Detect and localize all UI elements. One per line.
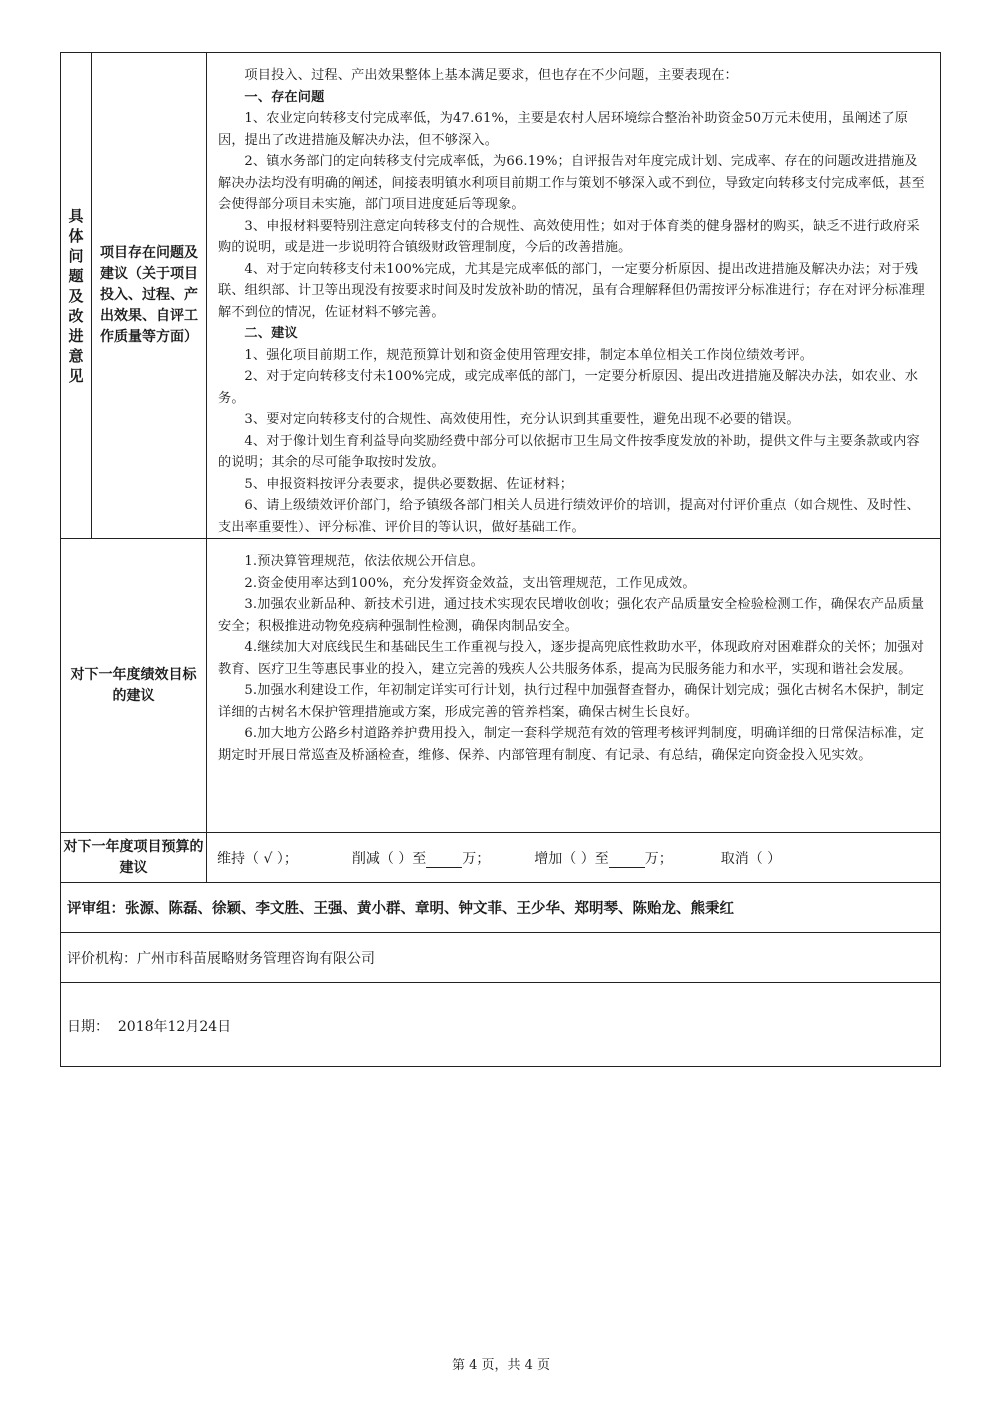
paragraph: 5、申报资料按评分表要求，提供必要数据、佐证材料； — [244, 476, 574, 492]
section1-title-cell — [61, 53, 92, 539]
section1-content-cell — [207, 53, 940, 539]
paragraph: 1、强化项目前期工作，规范预算计划和资金使用管理安排，制定本单位相关工作岗位绩效考评。 — [244, 347, 814, 363]
section2-label-cell — [61, 539, 207, 833]
section3-label-cell — [61, 833, 207, 883]
section-heading: 一、存在问题 — [244, 89, 325, 105]
section1-sublabel-cell — [92, 53, 207, 539]
reviewers-cell — [61, 883, 940, 933]
reviewers: 评审组：张源、陈磊、徐颖、李文胜、王强、黄小群、章明、钟文菲、王少华、郑明琴、陈贻龙、熊秉红 — [67, 901, 734, 917]
paragraph: 3.加强农业新品种、新技术引进，通过技术实现农民增收创收；强化农产品质量安全检验检测工作，确保农产品质量安全；积极推进动物免疫病种强制性检测，确保肉制品安全。 — [218, 597, 925, 634]
evaluation-table — [60, 52, 941, 1067]
paragraph: 2、对于定向转移支付未100%完成，或完成率低的部门，一定要分析原因、提出改进措施及解决办法，如农业、水务。 — [218, 369, 919, 406]
paragraph: 1、农业定向转移支付完成率低，为47.61%，主要是农村人居环境综合整治补助资金50万元未使用，虽阐述了原因，提出了改进措施及解决办法，但不够深入。 — [218, 111, 909, 148]
section1-title: 具体问题及改进意见 — [68, 206, 84, 385]
org-cell — [61, 933, 940, 983]
reduce-blank — [426, 853, 462, 868]
paragraph: 2.资金使用率达到100%，充分发挥资金效益，支出管理规范，工作见成效。 — [244, 575, 696, 591]
increase-option: 增加（ ）至 万； — [534, 850, 673, 867]
paragraph: 4、对于定向转移支付未100%完成，尤其是完成率低的部门，一定要分析原因、提出改进措施及解决办法；对于残联、组织部、计卫等出现没有按要求时间及时发放补助的情况，虽有合理解释但仍需按评分标准进行；存在对评分标准理解不到位的情况，佐证材料不够完善。 — [218, 261, 925, 320]
budget-options — [207, 833, 940, 882]
page-footer: 第 4 页，共 4 页 — [451, 1358, 551, 1373]
paragraph: 2、镇水务部门的定向转移支付完成率低，为66.19%；自评报告对年度完成计划、完成率、存在的问题改进措施及解决办法均没有明确的阐述，间接表明镇水利项目前期工作与策划不够深入或不到位，导致定向转移支付完成率低，甚至会使得部分项目未实施，部门项目进度延后等现象。 — [218, 154, 925, 212]
increase-blank — [609, 853, 645, 868]
paragraph: 4、对于像计划生育利益导向奖励经费中部分可以依据市卫生局文件按季度发放的补助，提供文件与主要条款或内容的说明；其余的尽可能争取按时发放。 — [218, 433, 920, 470]
paragraph: 3、要对定向转移支付的合规性、高效使用性，充分认识到其重要性，避免出现不必要的错误。 — [244, 412, 800, 427]
section2-label: 对下一年度绩效目标的建议 — [70, 666, 197, 704]
paragraph: 4.继续加大对底线民生和基础民生工作重视与投入，逐步提高兜底性救助水平，体现政府对困难群众的关怀；加强对教育、医疗卫生等惠民事业的投入，建立完善的残疾人公共服务体系，提高为民服务能力和水平，实现和谐社会发展。 — [218, 640, 925, 677]
section3-content-cell — [207, 833, 940, 883]
section-heading: 二、建议 — [244, 326, 298, 341]
paragraph: 6.加大地方公路乡村道路养护费用投入，制定一套科学规范有效的管理考核评判制度，明确详细的日常保洁标准，定期定时开展日常巡查及桥涵检查，维修、保养、内部管理有制度、有记录、有总结，确保定向资金投入见实效。 — [218, 726, 925, 763]
date-cell — [61, 983, 940, 1068]
evaluation-org: 评价机构：广州市科苗展略财务管理咨询有限公司 — [67, 950, 375, 967]
paragraph: 项目投入、过程、产出效果整体上基本满足要求，但也存在不少问题，主要表现在： — [244, 68, 738, 83]
paragraph: 1.预决算管理规范，依法依规公开信息。 — [244, 554, 485, 569]
section1-content — [218, 65, 930, 538]
maintain-option: 维持（ √ ）； — [217, 850, 298, 867]
section1-sublabel: 项目存在问题及建议（关于项目投入、过程、产出效果、自评工作质量等方面） — [100, 245, 198, 345]
paragraph: 6、请上级绩效评价部门，给予镇级各部门相关人员进行绩效评价的培训，提高对付评价重点（如合规性、及时性、支出率重要性）、评分标准、评价目的等认识，做好基础工作。 — [218, 498, 920, 535]
section3-label: 对下一年度项目预算的建议 — [63, 838, 204, 876]
date: 日期： 2018年12月24日 — [67, 1018, 232, 1035]
paragraph: 3、申报材料要特别注意定向转移支付的合规性、高效使用性；如对于体育类的健身器材的购买，缺乏不进行政府采购的说明，或是进一步说明符合镇级财政管理制度，今后的改善措施。 — [218, 218, 920, 255]
paragraph: 5.加强水利建设工作，年初制定详实可行计划，执行过程中加强督查督办，确保计划完成；强化古树名木保护，制定详细的古树名木保护管理措施或方案，形成完善的管养档案，确保古树生长良好。 — [218, 683, 925, 720]
section2-content — [218, 551, 930, 766]
reduce-option: 削减（ ）至 万； — [351, 850, 491, 867]
cancel-option: 取消（ ） — [720, 850, 782, 867]
section2-content-cell — [207, 539, 940, 833]
